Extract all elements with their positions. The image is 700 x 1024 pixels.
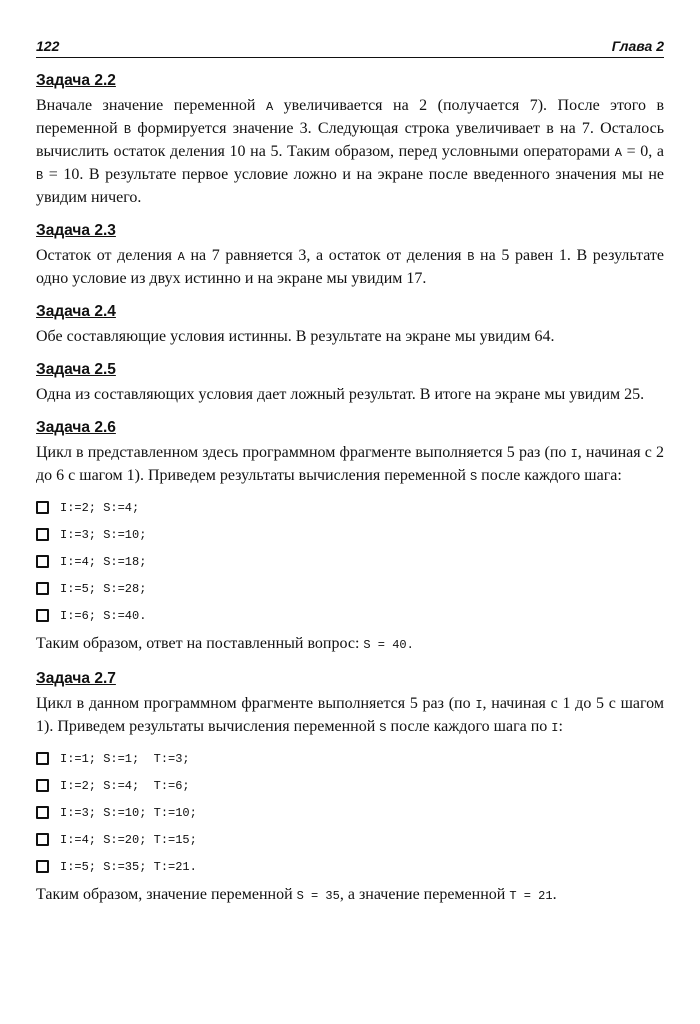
text-run: = 0, а: [621, 143, 665, 160]
section-title: Задача 2.6: [36, 419, 116, 436]
paragraph: [36, 884, 664, 907]
list-item: [36, 521, 664, 548]
list-item: [36, 745, 664, 772]
text-run: увеличивается на 2 (получается 7). После этого в переменной: [36, 97, 665, 137]
list-item: [36, 575, 664, 602]
text-run: Цикл в данном программном фрагменте выполняется 5 раз (по: [36, 695, 476, 712]
text-run: Таким образом, ответ на поставленный вопрос:: [36, 635, 364, 652]
page-number: 122: [36, 38, 60, 54]
text-run: Остаток от деления: [36, 247, 178, 264]
section-title: Задача 2.4: [36, 303, 116, 320]
checkbox-list: [36, 494, 664, 629]
code-var: S: [379, 721, 387, 735]
text-run: Цикл в представленном здесь программном фрагменте выполняется 5 раз (по: [36, 444, 571, 461]
text-run: на 7 равняется 3, а остаток от деления: [184, 247, 468, 264]
code-line: I:=4; S:=18;: [60, 554, 147, 569]
text-run: Вначале значение переменной: [36, 97, 266, 114]
checkbox-icon: [36, 779, 49, 792]
text-run: , начиная с 2 до 6 с шагом 1). Приведем результаты вычисления переменной: [36, 444, 664, 484]
code-var: I: [475, 698, 483, 712]
section-2-6: [36, 419, 664, 656]
code-var: S: [469, 470, 478, 484]
text-run: :: [558, 718, 563, 735]
list-item: [36, 602, 664, 629]
list-item: [36, 772, 664, 799]
section-title: Задача 2.7: [36, 670, 116, 687]
text-run: на 5 равен 1. В результате одно условие из двух истинно и на экране мы увидим 17.: [36, 247, 665, 287]
list-item: [36, 826, 664, 853]
checkbox-icon: [36, 555, 49, 568]
list-item: [36, 548, 664, 575]
checkbox-icon: [36, 752, 49, 765]
checkbox-icon: [36, 609, 49, 622]
list-item: [36, 494, 664, 521]
code-var: S = 40.: [363, 638, 414, 652]
checkbox-list: [36, 745, 664, 880]
code-var: I: [570, 447, 578, 461]
book-page: [36, 38, 664, 907]
code-line: I:=3; S:=10;: [60, 527, 147, 542]
code-var: B: [36, 169, 44, 183]
code-line: I:=5; S:=28;: [60, 581, 147, 596]
section-title: Задача 2.3: [36, 222, 116, 239]
code-line: I:=4; S:=20; T:=15;: [60, 832, 197, 847]
list-item: [36, 799, 664, 826]
paragraph: [36, 245, 664, 289]
paragraph: [36, 693, 664, 739]
chapter-title: Глава 2: [611, 38, 664, 54]
text-run: , начиная с 1 до 5 с шагом 1). Приведем результаты вычисления переменной: [36, 695, 665, 735]
code-line: I:=1; S:=1; T:=3;: [60, 751, 190, 766]
code-var: A: [265, 100, 274, 114]
text-run: после каждого шага по: [386, 718, 552, 735]
text-run: Таким образом, значение переменной: [36, 886, 297, 903]
text-run: формируется значение 3. Следующая строка увеличивает в на 7. Осталось вычислить остаток деления 10 на 5. Таким образом, перед условными операторами: [36, 120, 665, 160]
checkbox-icon: [36, 501, 49, 514]
paragraph: [36, 633, 664, 656]
checkbox-icon: [36, 528, 49, 541]
code-var: I: [551, 721, 559, 735]
section-title: Задача 2.5: [36, 361, 116, 378]
checkbox-icon: [36, 806, 49, 819]
section-2-4: [36, 303, 664, 347]
paragraph: Обе составляющие условия истинны. В результате на экране мы увидим 64.: [36, 328, 555, 345]
checkbox-icon: [36, 833, 49, 846]
section-2-3: [36, 222, 664, 289]
section-2-2: [36, 72, 664, 208]
code-line: I:=2; S:=4; T:=6;: [60, 778, 190, 793]
code-var: S = 35: [296, 889, 340, 903]
paragraph: Одна из составляющих условия дает ложный результат. В итоге на экране мы увидим 25.: [36, 386, 645, 403]
text-run: = 10. В результате первое условие ложно и на экране после введенного значения мы не увидим ничего.: [36, 166, 664, 206]
code-line: I:=3; S:=10; T:=10;: [60, 805, 197, 820]
paragraph: [36, 95, 664, 208]
paragraph: [36, 442, 664, 488]
text-run: , а значение переменной: [339, 886, 510, 903]
section-title: Задача 2.2: [36, 72, 116, 89]
code-var: T = 21: [509, 889, 553, 903]
page-header: [36, 38, 664, 58]
section-2-7: [36, 670, 664, 907]
code-line: I:=5; S:=35; T:=21.: [60, 859, 197, 874]
checkbox-icon: [36, 860, 49, 873]
checkbox-icon: [36, 582, 49, 595]
code-var: B: [467, 250, 475, 264]
code-line: I:=2; S:=4;: [60, 500, 140, 515]
code-line: I:=6; S:=40.: [60, 608, 147, 623]
list-item: [36, 853, 664, 880]
section-2-5: [36, 361, 664, 405]
code-var: A: [177, 250, 185, 264]
code-var: B: [123, 123, 132, 137]
code-var: A: [614, 146, 622, 160]
text-run: после каждого шага:: [477, 467, 622, 484]
text-run: .: [552, 886, 557, 903]
